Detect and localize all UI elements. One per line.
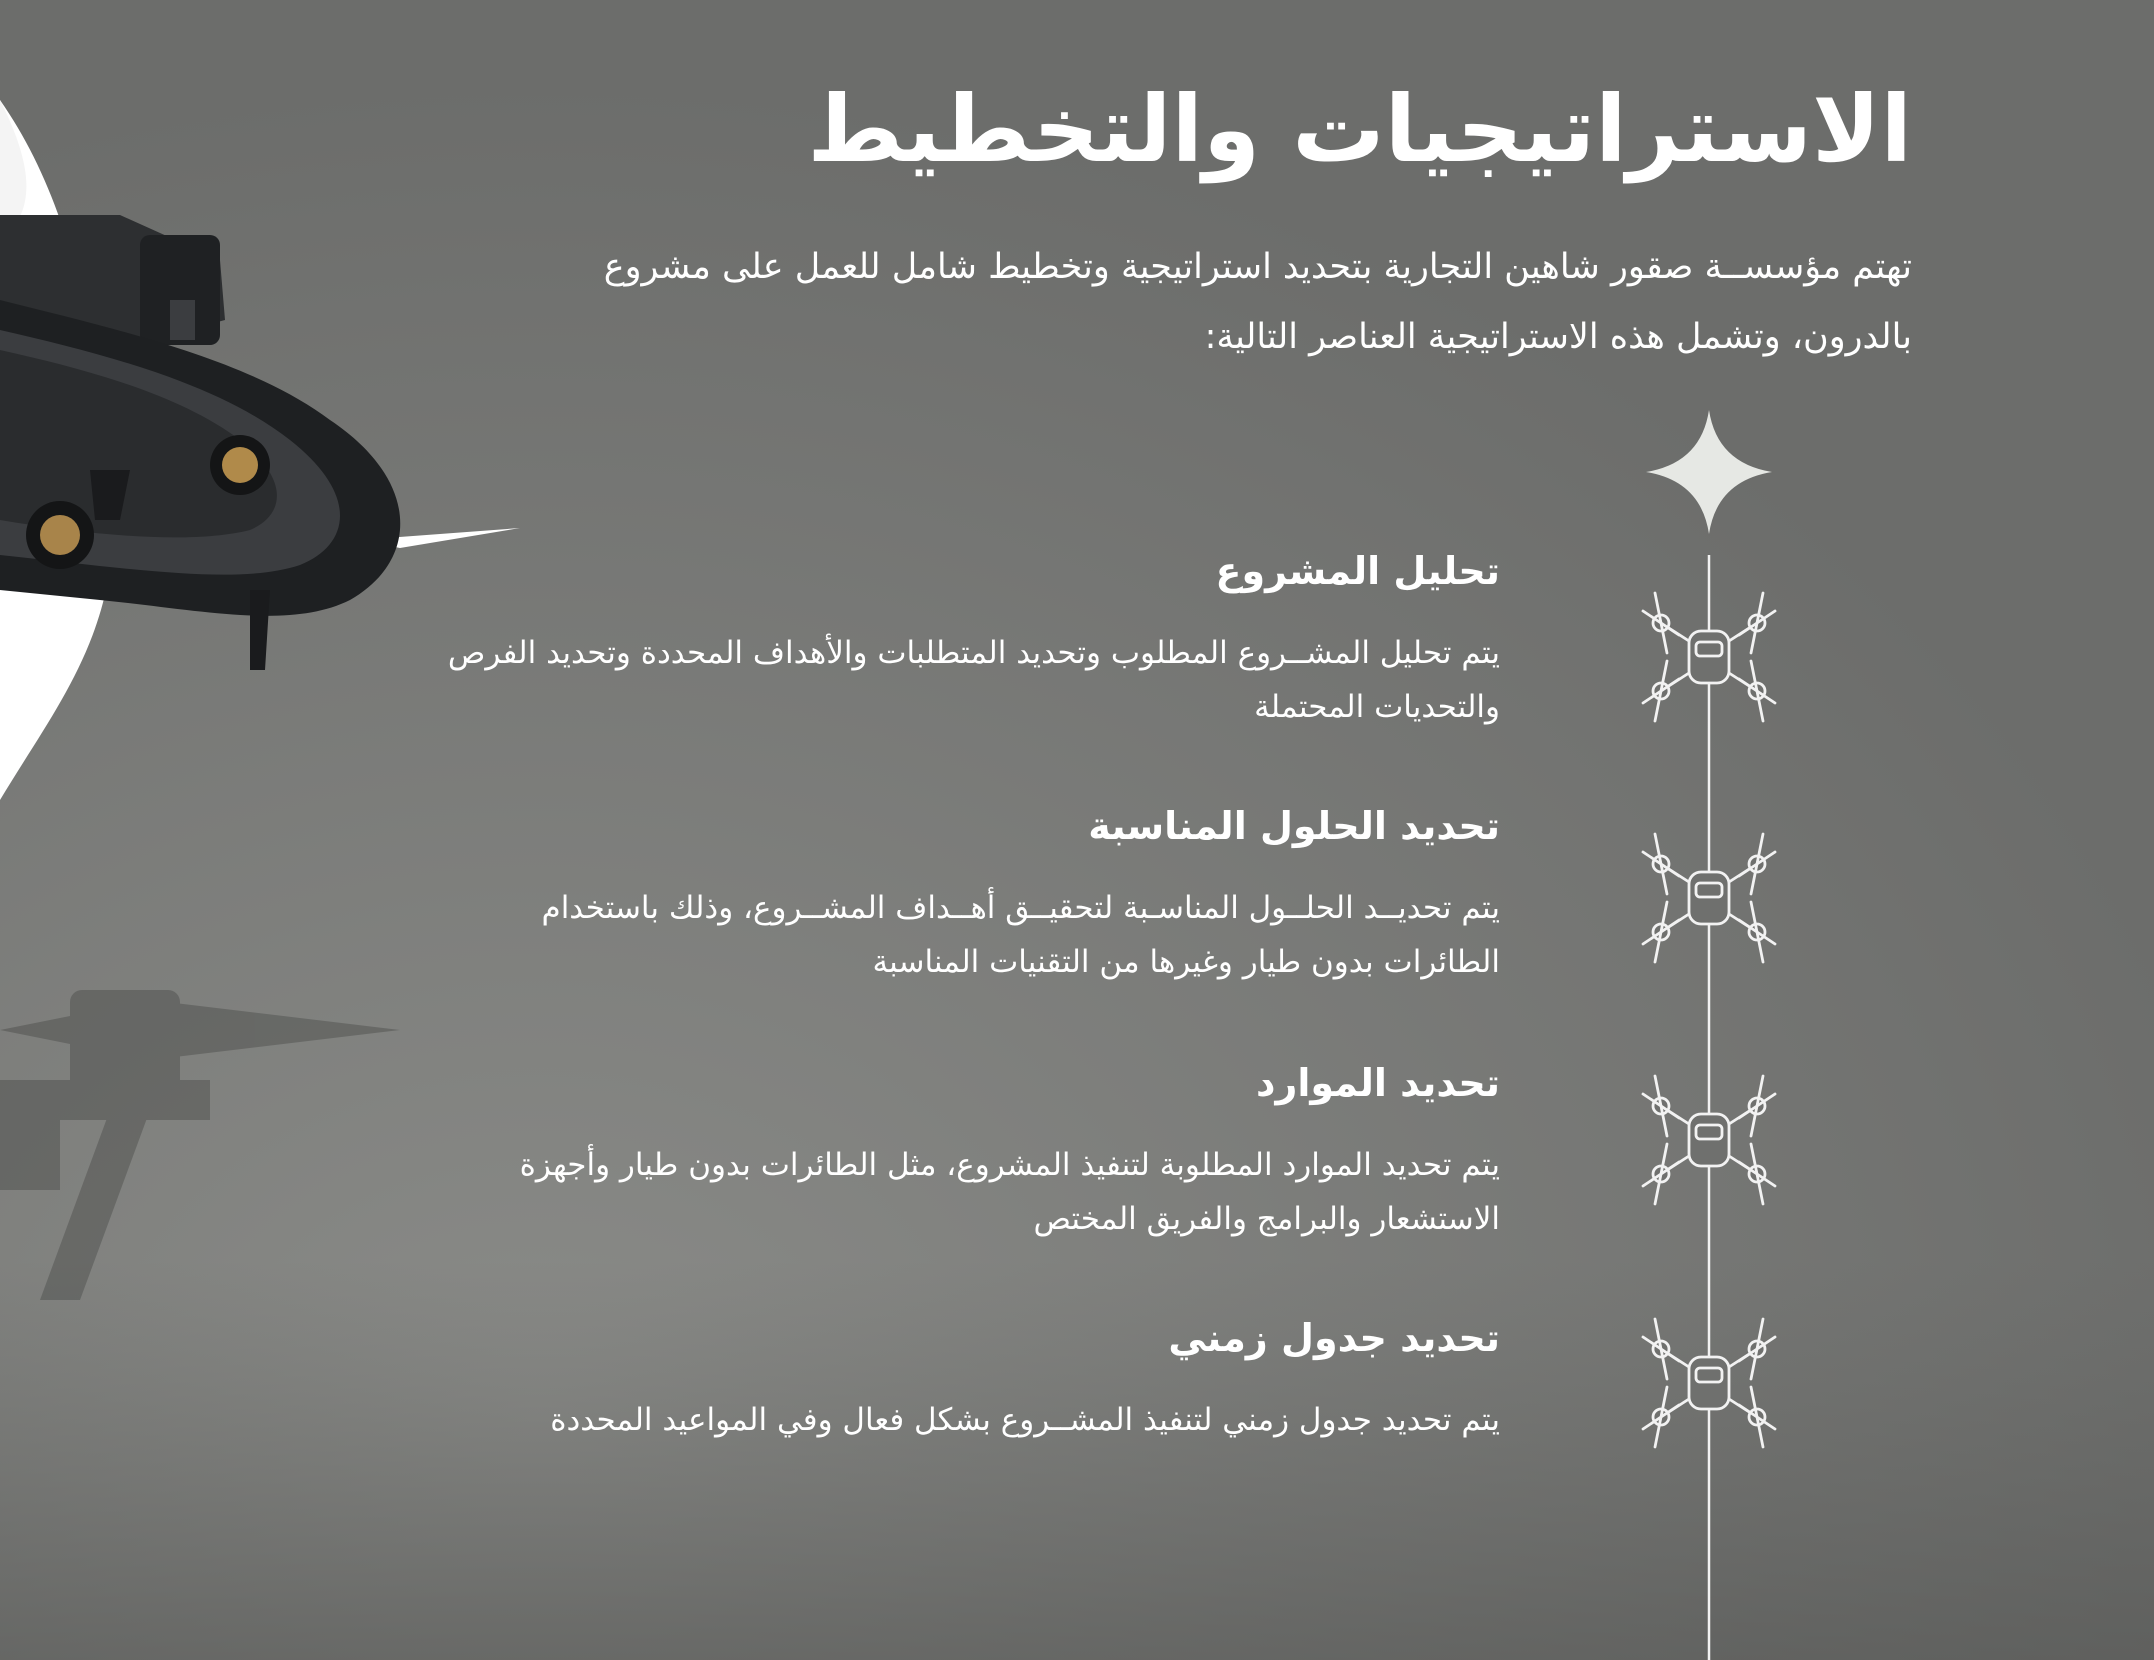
intro-paragraph: تهتم مؤسســة صقور شاهين التجارية بتحديد استراتيجية وتخطيط شامل للعمل على مشروع بالدرون، وتشمل هذه الاستراتيجية العناصر التالية: bbox=[603, 247, 1912, 357]
strategy-item-solutions bbox=[440, 800, 1500, 989]
strategy-item-title: تحليل المشروع bbox=[1215, 549, 1500, 593]
strategy-item-title: تحديد الموارد bbox=[1255, 1061, 1500, 1105]
strategy-item-body: يتم تحليل المشــروع المطلوب وتحديد المتطلبات والأهداف المحددة وتحديد الفرص والتحديات المحتملة bbox=[447, 635, 1500, 726]
page-title: الاستراتيجيات والتخطيط bbox=[807, 76, 1912, 183]
strategy-item-resources bbox=[440, 1057, 1500, 1246]
strategy-item-title: تحديد جدول زمني bbox=[1168, 1316, 1500, 1360]
strategy-item-project-analysis bbox=[440, 545, 1500, 734]
strategy-item-body: يتم تحديد الموارد المطلوبة لتنفيذ المشروع، مثل الطائرات بدون طيار وأجهزة الاستشعار والبرامج والفريق المختص bbox=[519, 1147, 1500, 1238]
strategy-item-body: يتم تحديــد الحلــول المناسـبة لتحقيــق أهــداف المشــروع، وذلك باستخدام الطائرات بدون طيار وغيرها من التقنيات المناسبة bbox=[541, 890, 1500, 981]
strategy-item-title: تحديد الحلول المناسبة bbox=[1088, 804, 1500, 848]
strategy-item-body: يتم تحديد جدول زمني لتنفيذ المشــروع بشكل فعال وفي المواعيد المحددة bbox=[550, 1402, 1500, 1439]
strategy-item-schedule bbox=[440, 1312, 1500, 1447]
